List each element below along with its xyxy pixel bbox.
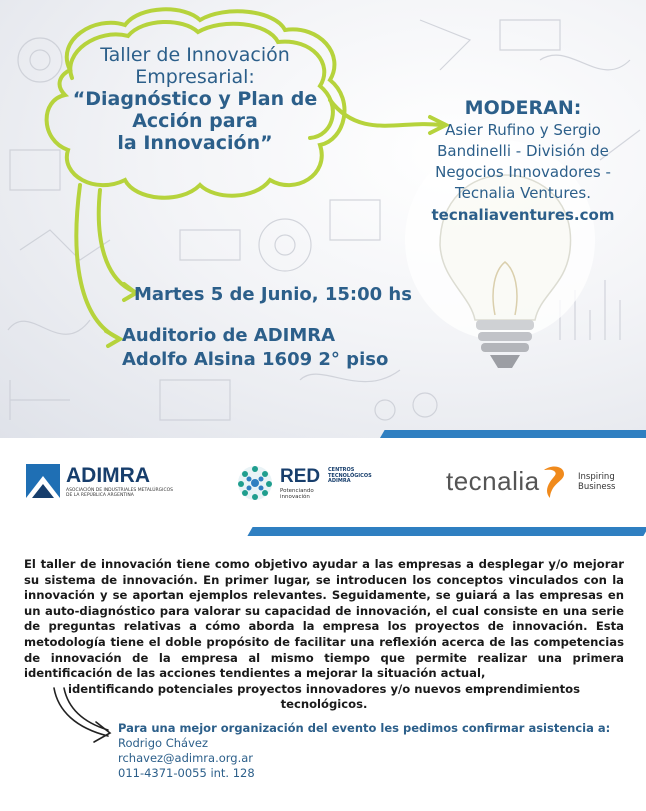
title-line: Empresarial:	[135, 66, 255, 88]
moderators-text: Negocios Innovadores -	[435, 163, 611, 181]
tagline-line: Inspiring	[578, 472, 615, 482]
tecnalia-name: tecnalia	[446, 466, 540, 496]
description-body: El taller de innovación tiene como objetivo ayudar a las empresas a desplegar y/o mejorar su sistema de innovación. En primer lugar, se introducen los conceptos vinculados con la innovación y se aportan ejemplos relevantes. Seguidamente, se guiará a las empresas en un auto-diagnóstico para valorar su capacidad de innovación, el cual consiste en una serie de preguntas relativas a cómo aborda la empresa los proyectos de innovación. Esta metodología tiene el doble propósito de facilitar una reflexión acerca de las competencias de innovación de la empresa al mismo tiempo que permite realizar una primera identificación de las acciones tendientes a mejorar la situación actual,	[24, 557, 624, 681]
adimra-mark-icon	[26, 464, 60, 498]
contact-name: Rodrigo Chávez	[118, 736, 209, 750]
contact-email[interactable]: rchavez@adimra.org.ar	[118, 751, 254, 765]
adimra-subtitle: ASOCIACIÓN DE INDUSTRIALES METALÚRGICOS DE LA REPÚBLICA ARGENTINA	[66, 488, 173, 498]
curved-arrow-icon	[46, 686, 116, 746]
tecnalia-mark-icon	[538, 464, 566, 498]
title-line: Acción para	[132, 110, 258, 132]
decorative-stripe	[380, 430, 646, 438]
network-globe-icon	[236, 464, 274, 502]
venue-line: Auditorio de ADIMRA	[122, 325, 336, 346]
event-venue	[122, 324, 388, 372]
venue-line: Adolfo Alsina 1609 2° piso	[122, 349, 389, 370]
red-side-line: ADIMRA	[328, 478, 351, 484]
rsvp-contact	[118, 721, 610, 781]
red-side-line: CENTROS	[328, 467, 355, 473]
red-subtitle: Potenciando innovación	[280, 488, 314, 500]
moderators-url: tecnaliaventures.com	[431, 206, 615, 224]
title-line: la Innovación”	[117, 132, 273, 154]
moderators-block	[410, 96, 636, 226]
red-side-text	[328, 468, 372, 485]
tecnalia-tagline	[578, 472, 638, 492]
moderators-text: Asier Rufino y Sergio	[445, 121, 601, 139]
moderators-text: Bandinelli - División de	[437, 142, 609, 160]
tagline-line: Business	[578, 482, 616, 492]
title-line: “Diagnóstico y Plan de	[72, 88, 318, 110]
moderators-label: MODERAN:	[464, 97, 582, 119]
title-line: Taller de Innovación	[100, 44, 290, 66]
red-name: RED	[280, 466, 321, 487]
event-title	[60, 44, 330, 154]
rsvp-lead: Para una mejor organización del evento les pedimos confirmar asistencia a:	[118, 721, 611, 735]
sponsor-logos	[0, 438, 646, 530]
description-last-line: identificando potenciales proyectos innovadores y/o nuevos emprendimientos tecnológicos.	[68, 681, 580, 712]
decorative-stripe	[247, 527, 646, 536]
moderators-text: Tecnalia Ventures.	[455, 184, 591, 202]
adimra-name: ADIMRA	[66, 464, 150, 487]
contact-phone: 011-4371-0055 int. 128	[118, 766, 255, 780]
red-side-line: TECNOLÓGICOS	[328, 472, 372, 479]
event-date: Martes 5 de Junio, 15:00 hs	[134, 284, 412, 305]
